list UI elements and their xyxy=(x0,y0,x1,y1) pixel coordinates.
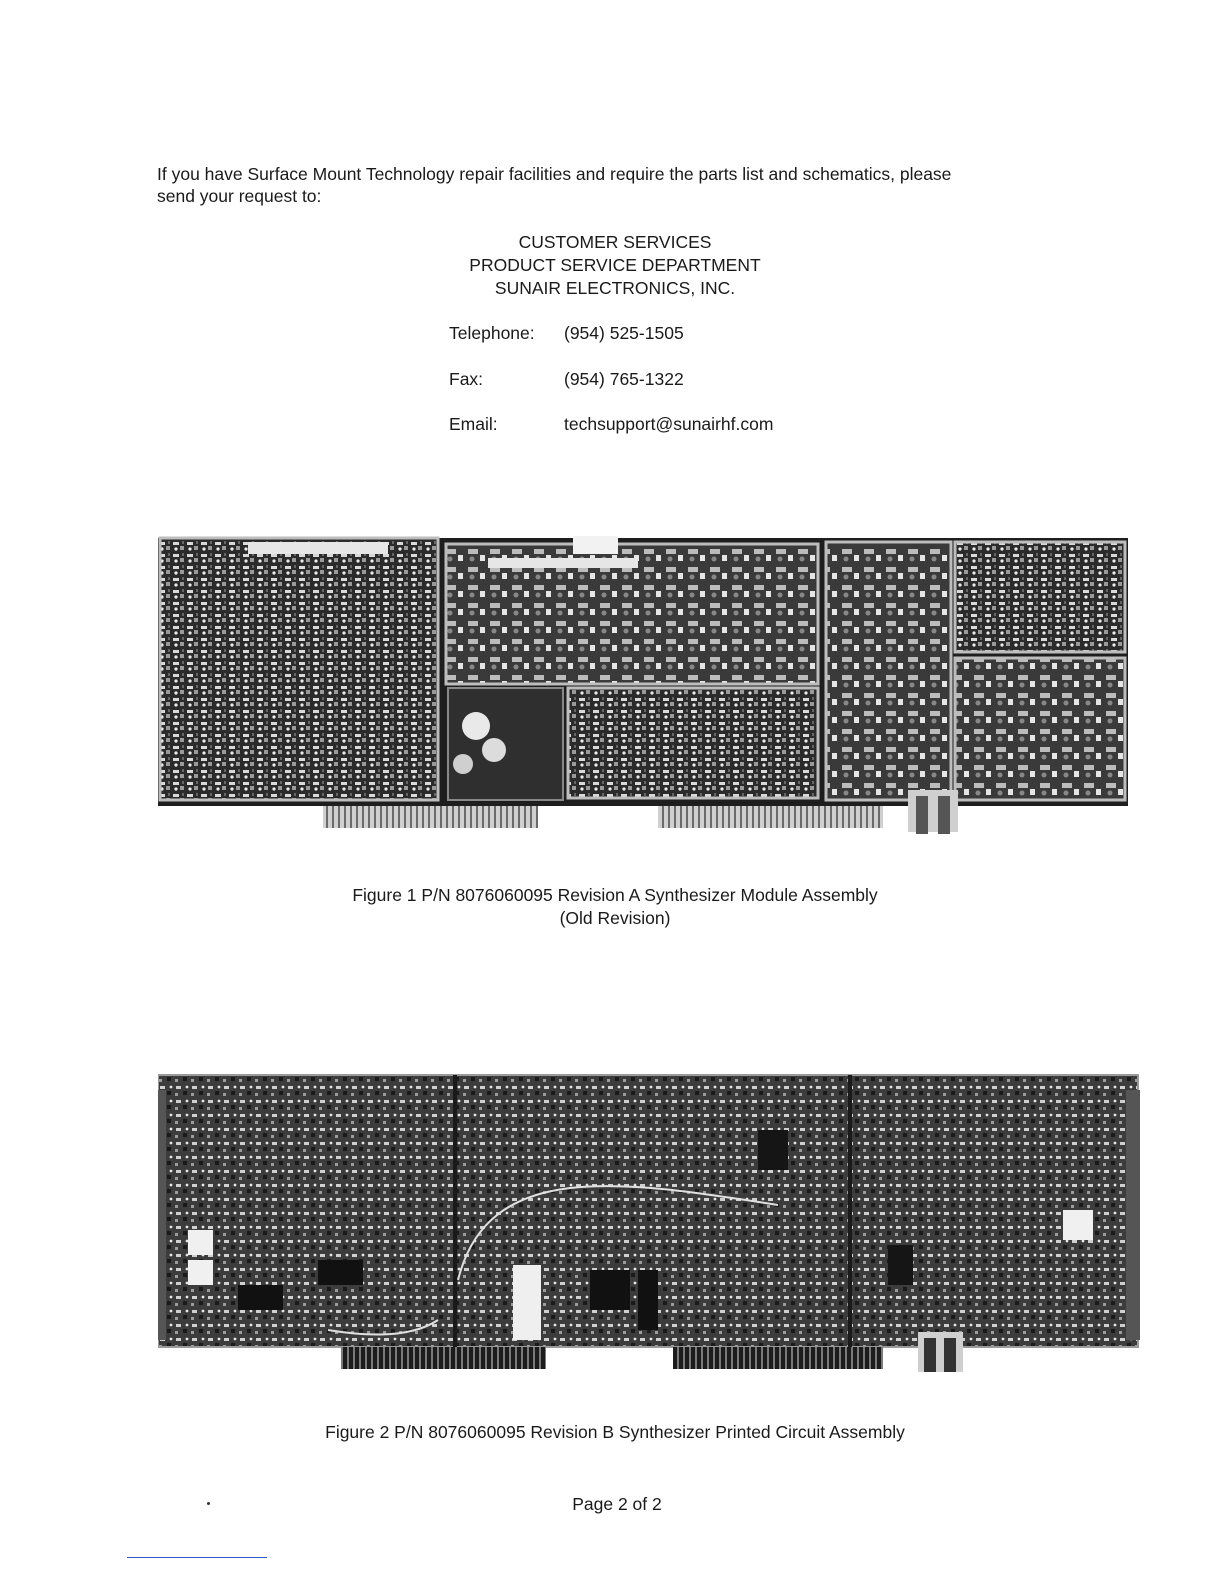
intro-line-1: If you have Surface Mount Technology repair facilities and require the parts list and schematics, please xyxy=(157,164,952,184)
address-line-2: PRODUCT SERVICE DEPARTMENT xyxy=(469,255,761,275)
figure-1-caption-line-2: (Old Revision) xyxy=(559,908,671,928)
page-number: Page 2 of 2 xyxy=(572,1494,662,1514)
fax-value: (954) 765-1322 xyxy=(564,369,684,389)
address-line-3: SUNAIR ELECTRONICS, INC. xyxy=(494,278,736,298)
figure-1-caption-line-1: Figure 1 P/N 8076060095 Revision A Synthesizer Module Assembly xyxy=(352,885,878,905)
footnote-rule xyxy=(127,1557,267,1558)
figure-1-caption xyxy=(150,884,1080,930)
telephone-label: Telephone: xyxy=(449,323,535,343)
scan-speck xyxy=(207,1502,210,1505)
figure-2-photo xyxy=(158,1070,1143,1375)
figure-1-photo xyxy=(158,528,1128,838)
email-label: Email: xyxy=(449,414,498,434)
email-value: techsupport@sunairhf.com xyxy=(564,414,774,434)
telephone-value: (954) 525-1505 xyxy=(564,323,684,343)
intro-line-2: send your request to: xyxy=(157,186,322,206)
address-block xyxy=(400,231,830,300)
address-line-1: CUSTOMER SERVICES xyxy=(518,232,712,252)
fax-label: Fax: xyxy=(449,369,484,389)
figure-2-caption: Figure 2 P/N 8076060095 Revision B Synthesizer Printed Circuit Assembly xyxy=(325,1422,905,1442)
intro-paragraph xyxy=(157,163,1087,207)
